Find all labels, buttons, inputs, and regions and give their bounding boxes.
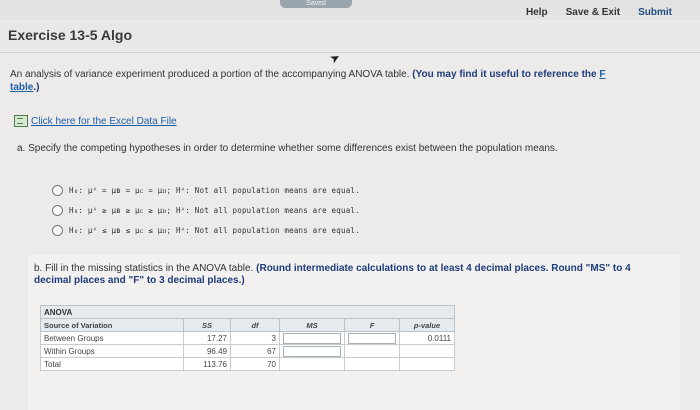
header-df: df: [231, 319, 280, 332]
pvalue-value: 0.0111: [400, 332, 455, 345]
header-f: F: [345, 319, 400, 332]
anova-table: [40, 305, 455, 371]
hypothesis-option-1[interactable]: [52, 180, 360, 200]
exercise-title: Exercise 13-5 Algo: [8, 27, 132, 43]
header-source: Source of Variation: [41, 319, 184, 332]
part-b-question: [34, 263, 644, 287]
hypothesis-option-3[interactable]: [52, 220, 360, 240]
top-actions: [526, 7, 672, 18]
hypothesis-option-2[interactable]: [52, 200, 360, 220]
ss-value: 113.76: [184, 358, 231, 371]
excel-data-file-link[interactable]: [14, 115, 177, 127]
header-ms: MS: [280, 319, 345, 332]
intro-text: An analysis of variance experiment produced a portion of the accompanying ANOVA table.: [10, 69, 413, 80]
f-input[interactable]: [348, 333, 396, 344]
option-label: H₀: μᴬ = μʙ = μᴄ = μᴅ; Hᴬ: Not all population means are equal.: [69, 185, 360, 195]
ms-within-cell: [280, 345, 345, 358]
table-row-between: [41, 332, 455, 345]
help-button[interactable]: Help: [525, 7, 548, 18]
f-table-link[interactable]: F table: [10, 69, 606, 93]
exercise-header: [0, 22, 700, 53]
mouse-cursor-icon: ➤: [327, 49, 343, 67]
df-value: 3: [231, 332, 280, 345]
ms-within-input[interactable]: [283, 346, 341, 357]
table-row-total: [41, 358, 455, 371]
hypothesis-options: [52, 180, 360, 240]
part-b-text: b. Fill in the missing statistics in the ANOVA table.: [34, 263, 257, 274]
ss-value: 17.27: [184, 332, 231, 345]
part-a-question: a. Specify the competing hypotheses in order to determine whether some differences exist between the population means.: [17, 143, 558, 154]
header-pvalue: p-value: [400, 319, 455, 332]
saved-badge: Saved: [280, 0, 352, 8]
anova-table-title: ANOVA: [41, 306, 455, 319]
save-exit-button[interactable]: Save & Exit: [565, 7, 621, 18]
row-source: Within Groups: [41, 345, 184, 358]
f-cell: [345, 332, 400, 345]
ms-between-cell: [280, 332, 345, 345]
df-value: 70: [231, 358, 280, 371]
part-b-panel: [28, 255, 680, 410]
excel-link-label: Click here for the Excel Data File: [31, 115, 177, 127]
radio-button[interactable]: [52, 185, 63, 196]
intro-paragraph: [10, 68, 630, 94]
empty-cell: [345, 345, 400, 358]
ss-value: 96.49: [184, 345, 231, 358]
empty-cell: [400, 345, 455, 358]
row-source: Between Groups: [41, 332, 184, 345]
part-b-instruction: (Round intermediate calculations to at least 4 decimal places. Round "MS" to 4 decimal places and "F" to 3 decimal places.): [34, 263, 631, 286]
radio-button[interactable]: [52, 205, 63, 216]
excel-file-icon: [14, 115, 28, 127]
submit-button[interactable]: Submit: [638, 7, 672, 18]
table-row-within: [41, 345, 455, 358]
option-label: H₀: μᴬ ≥ μʙ ≥ μᴄ ≥ μᴅ; Hᴬ: Not all population means are equal.: [69, 205, 360, 215]
empty-cell: [280, 358, 345, 371]
reference-note-prefix: (You may find it useful to reference the: [412, 69, 600, 80]
df-value: 67: [231, 345, 280, 358]
row-source: Total: [41, 358, 184, 371]
radio-button[interactable]: [52, 225, 63, 236]
empty-cell: [345, 358, 400, 371]
reference-note-suffix: .): [33, 82, 40, 93]
option-label: H₀: μᴬ ≤ μʙ ≤ μᴄ ≤ μᴅ; Hᴬ: Not all population means are equal.: [69, 225, 360, 235]
empty-cell: [400, 358, 455, 371]
header-ss: SS: [184, 319, 231, 332]
ms-between-input[interactable]: [283, 333, 341, 344]
top-bar: [0, 0, 700, 20]
